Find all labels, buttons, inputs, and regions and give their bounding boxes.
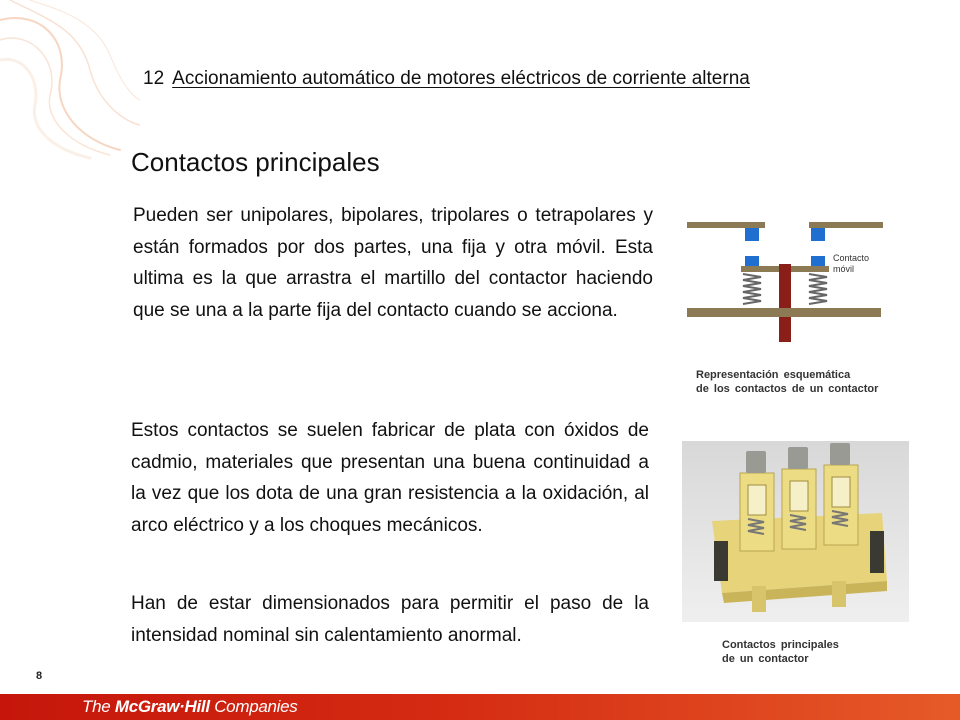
decorative-swirl: [0, 0, 140, 160]
brand-the: The: [82, 697, 115, 716]
schematic-caption-line2: de los contactos de un contactor: [696, 383, 879, 395]
photo-caption-line2: de un contactor: [722, 653, 809, 665]
schematic-caption: [696, 368, 926, 396]
chapter-number: 12: [143, 68, 165, 89]
brand-companies: Companies: [209, 697, 298, 716]
brand-name: McGraw·Hill: [114, 697, 210, 716]
publisher-logo: [82, 697, 298, 717]
slide-title: Contactos principales: [131, 147, 380, 177]
paragraph-materials: Estos contactos se suelen fabricar de plata con óxidos de cadmio, materiales que presentan una buena continuidad a la vez que los dota de una gran resistencia a la oxidación, al arco eléctrico y a los choques mecánicos.: [131, 420, 649, 536]
chapter-heading: [143, 68, 750, 90]
photo-caption: [722, 638, 922, 666]
schematic-caption-line1: Representación esquemática: [696, 369, 851, 381]
paragraph-contact-types: Pueden ser unipolares, bipolares, tripolares o tetrapolares y están formados por dos partes, una fija y otra móvil. Esta ultima es la que arrastra el martillo del contactor haciendo que se una a la parte fija del contacto cuando se acciona.: [133, 205, 653, 321]
schematic-label-line1: Contacto: [833, 253, 870, 263]
contactor-photo-figure: [682, 441, 909, 622]
paragraph-dimensioning: Han de estar dimensionados para permitir el paso de la intensidad nominal sin calentamiento anormal.: [131, 593, 649, 646]
chapter-title: Accionamiento automático de motores eléctricos de corriente alterna: [172, 68, 750, 89]
contactor-schematic-figure: [683, 216, 887, 344]
page-number: 8: [36, 670, 43, 682]
footer-bar: [0, 694, 960, 720]
photo-caption-line1: Contactos principales: [722, 639, 839, 651]
schematic-label-line2: móvil: [833, 264, 855, 274]
